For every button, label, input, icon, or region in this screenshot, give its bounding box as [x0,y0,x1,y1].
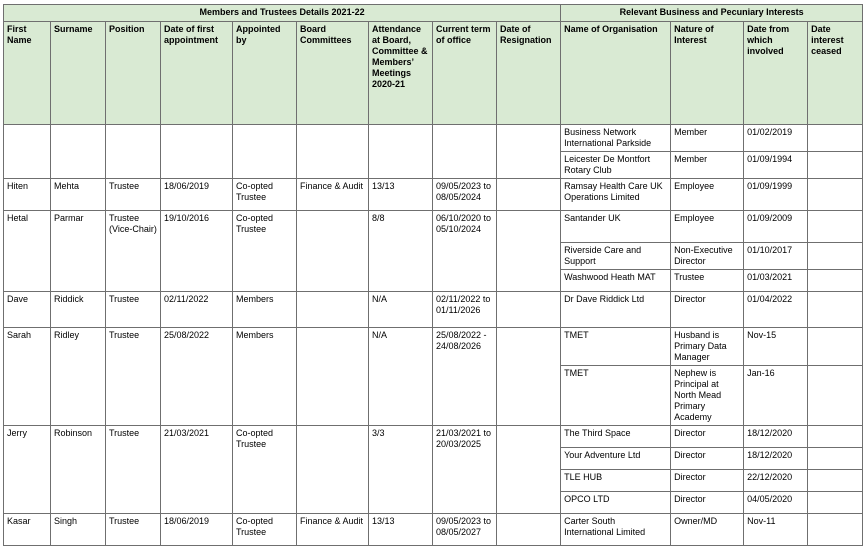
first-name-cell: Kasar [4,514,51,546]
date-from-cell: 18/12/2020 [744,426,808,448]
date-ceased-cell [808,492,863,514]
first-appointment-cell [161,125,233,179]
column-header-organisation: Name of Organisation [561,22,671,125]
nature-of-interest-cell: Owner/MD [671,514,744,546]
column-header-date-from: Date from which involved [744,22,808,125]
members-trustees-group-header: Members and Trustees Details 2021-22 [4,5,561,22]
column-header-board-committees: Board Committees [297,22,369,125]
surname-cell: Parmar [51,211,106,292]
date-ceased-cell [808,448,863,470]
appointed-by-cell: Co-opted Trustee [233,514,297,546]
surname-cell: Riddick [51,292,106,328]
organisation-cell: Washwood Heath MAT [561,270,671,292]
surname-cell: Ridley [51,328,106,426]
attendance-cell: 13/13 [369,179,433,211]
column-header-first-appointment: Date of first appointment [161,22,233,125]
surname-cell [51,125,106,179]
date-ceased-cell [808,328,863,366]
nature-of-interest-cell: Director [671,292,744,328]
position-cell: Trustee [106,292,161,328]
nature-of-interest-cell: Director [671,470,744,492]
organisation-cell: OPCO LTD [561,492,671,514]
term-of-office-cell: 02/11/2022 to 01/11/2026 [433,292,497,328]
date-ceased-cell [808,125,863,152]
column-header-date-ceased: Date interest ceased [808,22,863,125]
board-committees-cell [297,426,369,514]
nature-of-interest-cell: Director [671,448,744,470]
attendance-cell: 3/3 [369,426,433,514]
date-from-cell: 18/12/2020 [744,448,808,470]
table-row [4,328,863,366]
resignation-cell [497,426,561,514]
column-header-surname: Surname [51,22,106,125]
first-name-cell: Hetal [4,211,51,292]
board-committees-cell [297,211,369,292]
column-header-attendance: Attendance at Board, Committee & Members’ Meetings 2020-21 [369,22,433,125]
date-from-cell: 22/12/2020 [744,470,808,492]
nature-of-interest-cell: Employee [671,179,744,211]
table-row [4,125,863,152]
organisation-cell: Business Network International Parkside [561,125,671,152]
organisation-cell: Dr Dave Riddick Ltd [561,292,671,328]
resignation-cell [497,328,561,426]
column-header-position: Position [106,22,161,125]
organisation-cell: The Third Space [561,426,671,448]
resignation-cell [497,125,561,179]
resignation-cell [497,292,561,328]
organisation-cell: TMET [561,328,671,366]
nature-of-interest-cell: Member [671,152,744,179]
position-cell [106,125,161,179]
surname-cell: Singh [51,514,106,546]
first-appointment-cell: 02/11/2022 [161,292,233,328]
date-from-cell: 01/09/1994 [744,152,808,179]
attendance-cell: 8/8 [369,211,433,292]
board-committees-cell: Finance & Audit [297,179,369,211]
nature-of-interest-cell: Trustee [671,270,744,292]
resignation-cell [497,514,561,546]
date-from-cell: 01/02/2019 [744,125,808,152]
attendance-cell: N/A [369,292,433,328]
first-appointment-cell: 19/10/2016 [161,211,233,292]
date-from-cell: Nov-15 [744,328,808,366]
organisation-cell: TMET [561,366,671,426]
date-from-cell: 01/09/1999 [744,179,808,211]
date-from-cell: 04/05/2020 [744,492,808,514]
first-appointment-cell: 21/03/2021 [161,426,233,514]
first-name-cell: Sarah [4,328,51,426]
position-cell: Trustee [106,514,161,546]
date-ceased-cell [808,179,863,211]
trustees-interests-table [3,4,863,546]
surname-cell: Mehta [51,179,106,211]
date-from-cell: 01/09/2009 [744,211,808,243]
table-row [4,179,863,211]
table-row [4,426,863,448]
position-cell: Trustee [106,328,161,426]
first-name-cell: Dave [4,292,51,328]
date-ceased-cell [808,514,863,546]
column-header-nature-of-interest: Nature of Interest [671,22,744,125]
table-row [4,514,863,546]
column-header-first-name: First Name [4,22,51,125]
first-appointment-cell: 25/08/2022 [161,328,233,426]
nature-of-interest-cell: Husband is Primary Data Manager [671,328,744,366]
nature-of-interest-cell: Nephew is Principal at North Mead Primary Academy [671,366,744,426]
first-appointment-cell: 18/06/2019 [161,514,233,546]
date-from-cell: 01/04/2022 [744,292,808,328]
nature-of-interest-cell: Director [671,492,744,514]
organisation-cell: Carter South International Limited [561,514,671,546]
column-header-term-of-office: Current term of office [433,22,497,125]
date-ceased-cell [808,292,863,328]
term-of-office-cell: 09/05/2023 to 08/05/2027 [433,514,497,546]
term-of-office-cell: 09/05/2023 to 08/05/2024 [433,179,497,211]
table-body [4,125,863,546]
first-appointment-cell: 18/06/2019 [161,179,233,211]
date-ceased-cell [808,152,863,179]
term-of-office-cell: 06/10/2020 to 05/10/2024 [433,211,497,292]
appointed-by-cell: Members [233,292,297,328]
table-row [4,211,863,243]
nature-of-interest-cell: Member [671,125,744,152]
term-of-office-cell [433,125,497,179]
organisation-cell: Ramsay Health Care UK Operations Limited [561,179,671,211]
organisation-cell: Riverside Care and Support [561,243,671,270]
appointed-by-cell: Co-opted Trustee [233,426,297,514]
board-committees-cell [297,328,369,426]
column-header-resignation: Date of Resignation [497,22,561,125]
attendance-cell: N/A [369,328,433,426]
attendance-cell: 13/13 [369,514,433,546]
nature-of-interest-cell: Non-Executive Director [671,243,744,270]
first-name-cell [4,125,51,179]
board-committees-cell [297,125,369,179]
surname-cell: Robinson [51,426,106,514]
organisation-cell: TLE HUB [561,470,671,492]
appointed-by-cell [233,125,297,179]
organisation-cell: Santander UK [561,211,671,243]
term-of-office-cell: 21/03/2021 to 20/03/2025 [433,426,497,514]
term-of-office-cell: 25/08/2022 - 24/08/2026 [433,328,497,426]
first-name-cell: Jerry [4,426,51,514]
appointed-by-cell: Co-opted Trustee [233,179,297,211]
position-cell: Trustee (Vice-Chair) [106,211,161,292]
date-ceased-cell [808,426,863,448]
table-row [4,292,863,328]
organisation-cell: Your Adventure Ltd [561,448,671,470]
nature-of-interest-cell: Employee [671,211,744,243]
date-from-cell: 01/10/2017 [744,243,808,270]
date-from-cell: Nov-11 [744,514,808,546]
date-ceased-cell [808,211,863,243]
appointed-by-cell: Co-opted Trustee [233,211,297,292]
nature-of-interest-cell: Director [671,426,744,448]
attendance-cell [369,125,433,179]
date-ceased-cell [808,470,863,492]
resignation-cell [497,211,561,292]
date-ceased-cell [808,270,863,292]
column-header-appointed-by: Appointed by [233,22,297,125]
resignation-cell [497,179,561,211]
position-cell: Trustee [106,179,161,211]
business-interests-group-header: Relevant Business and Pecuniary Interests [561,5,863,22]
board-committees-cell: Finance & Audit [297,514,369,546]
first-name-cell: Hiten [4,179,51,211]
date-from-cell: Jan-16 [744,366,808,426]
board-committees-cell [297,292,369,328]
organisation-cell: Leicester De Montfort Rotary Club [561,152,671,179]
position-cell: Trustee [106,426,161,514]
appointed-by-cell: Members [233,328,297,426]
date-ceased-cell [808,366,863,426]
date-from-cell: 01/03/2021 [744,270,808,292]
date-ceased-cell [808,243,863,270]
